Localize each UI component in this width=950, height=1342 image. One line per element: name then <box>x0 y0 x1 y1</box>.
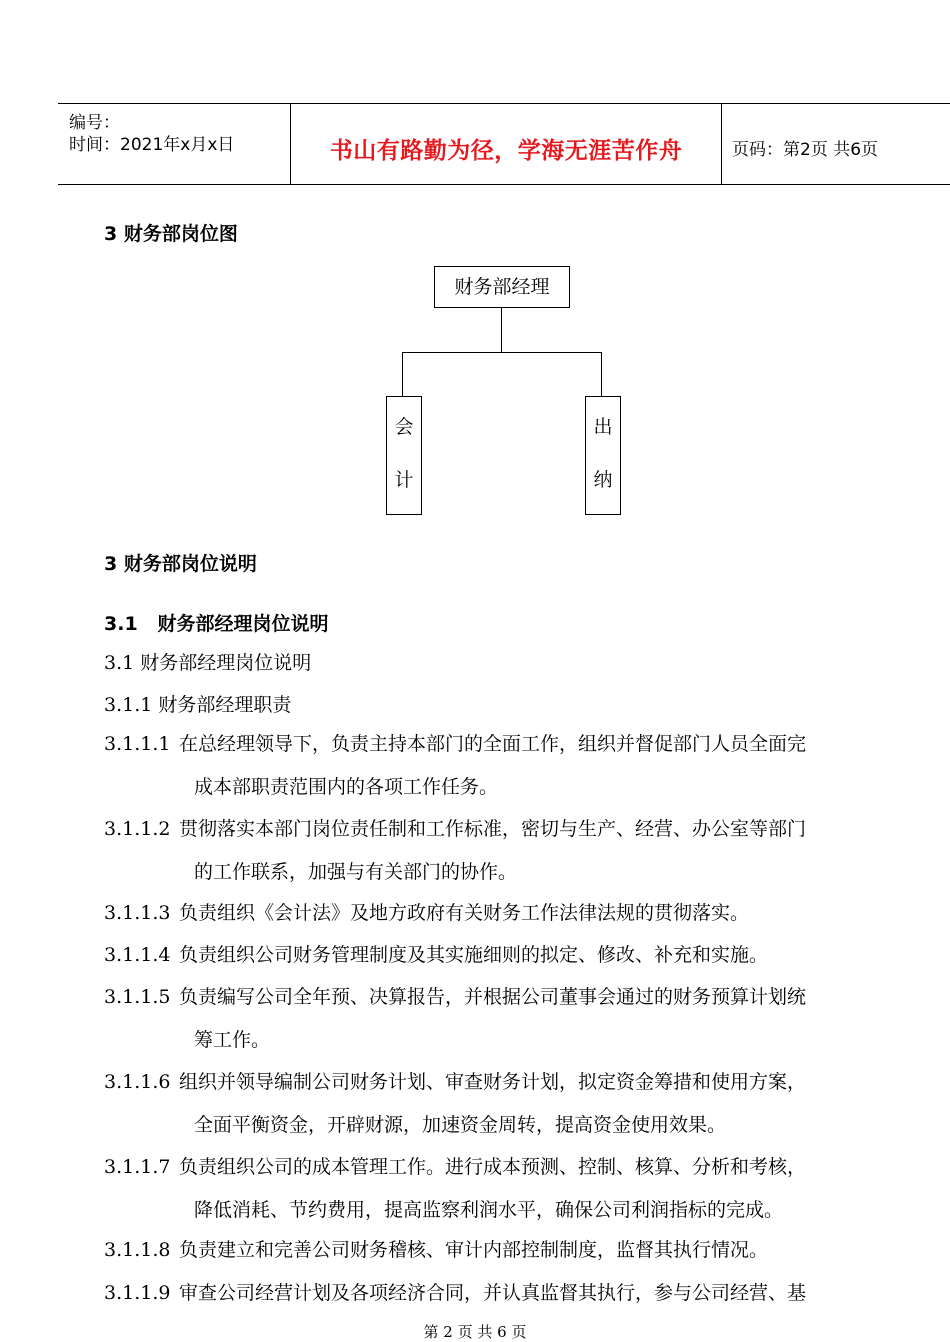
motto-text: 书山有路勤为径，学海无涯苦作舟 <box>329 138 683 164</box>
org-node-accountant <box>386 396 422 515</box>
item-text <box>179 976 924 1062</box>
org-node-manager: 财务部经理 <box>434 266 570 308</box>
item-line-1: 负责组织《会计法》及地方政府有关财务工作法律法规的贯彻落实。 <box>179 902 750 924</box>
item-line-1: 在总经理领导下，负责主持本部门的全面工作，组织并督促部门人员全面完 <box>179 733 807 755</box>
item-text <box>179 808 924 894</box>
item-text <box>179 723 924 809</box>
org-node-accountant-char1: 会 <box>394 416 414 438</box>
org-connector-horizontal <box>402 352 602 353</box>
org-node-cashier-char1: 出 <box>593 416 613 438</box>
section-title-chart: 3 财务部岗位图 <box>104 223 238 245</box>
item-text <box>179 1272 924 1315</box>
org-connector-right <box>601 352 602 397</box>
item-number: 3.1.1.8 <box>104 1239 171 1261</box>
header-motto-cell <box>290 104 722 184</box>
item-text <box>179 1061 924 1147</box>
item-number: 3.1.1.7 <box>104 1156 171 1178</box>
page-header <box>58 103 950 185</box>
item-number: 3.1.1.1 <box>104 733 171 755</box>
item-text <box>179 934 924 977</box>
org-node-cashier-char2: 纳 <box>593 469 613 491</box>
item-number: 3.1.1.9 <box>104 1282 171 1304</box>
section-title-desc: 3 财务部岗位说明 <box>104 553 257 575</box>
subsection-duties-title: 3.1.1 财务部经理职责 <box>104 694 292 716</box>
item-number: 3.1.1.4 <box>104 944 171 966</box>
item-number: 3.1.1.2 <box>104 818 171 840</box>
header-meta-cell <box>58 104 290 184</box>
item-number: 3.1.1.5 <box>104 986 171 1008</box>
item-line-1: 负责组织公司财务管理制度及其实施细则的拟定、修改、补充和实施。 <box>179 944 769 966</box>
item-text <box>179 1146 924 1232</box>
item-line-2: 成本部职责范围内的各项工作任务。 <box>194 776 499 798</box>
item-number: 3.1.1.6 <box>104 1071 171 1093</box>
item-line-2: 全面平衡资金，开辟财源，加速资金周转，提高资金使用效果。 <box>194 1114 727 1136</box>
item-line-1: 负责组织公司的成本管理工作。进行成本预测、控制、核算、分析和考核， <box>179 1156 807 1178</box>
org-node-accountant-char2: 计 <box>394 469 414 491</box>
page-footer: 第 2 页 共 6 页 <box>423 1323 527 1341</box>
document-id-label: 编号： <box>69 113 120 133</box>
org-connector-vertical <box>501 307 502 353</box>
item-number: 3.1.1.3 <box>104 902 171 924</box>
item-text <box>179 1229 924 1272</box>
page-info: 页码：第2页 共6页 <box>732 140 879 160</box>
item-line-1: 负责建立和完善公司财务稽核、审计内部控制制度，监督其执行情况。 <box>179 1239 769 1261</box>
item-text <box>179 892 924 935</box>
org-connector-left <box>402 352 403 397</box>
subsection-title: 3.1 财务部经理岗位说明 <box>104 652 312 674</box>
item-line-1: 负责编写公司全年预、决算报告，并根据公司董事会通过的财务预算计划统 <box>179 986 807 1008</box>
item-line-1: 审查公司经营计划及各项经济合同，并认真监督其执行，参与公司经营、基 <box>179 1282 807 1304</box>
item-line-2: 的工作联系，加强与有关部门的协作。 <box>194 861 518 883</box>
subsection-title-bold: 3.1 财务部经理岗位说明 <box>104 613 329 635</box>
org-node-cashier <box>585 396 621 515</box>
item-line-1: 组织并领导编制公司财务计划、审查财务计划，拟定资金筹措和使用方案， <box>179 1071 807 1093</box>
document-time-label: 时间：2021年x月x日 <box>69 135 235 155</box>
item-line-1: 贯彻落实本部门岗位责任制和工作标准，密切与生产、经营、办公室等部门 <box>179 818 807 840</box>
header-page-cell <box>721 104 950 184</box>
item-line-2: 筹工作。 <box>194 1029 271 1051</box>
item-line-2: 降低消耗、节约费用，提高监察利润水平，确保公司利润指标的完成。 <box>194 1199 784 1221</box>
